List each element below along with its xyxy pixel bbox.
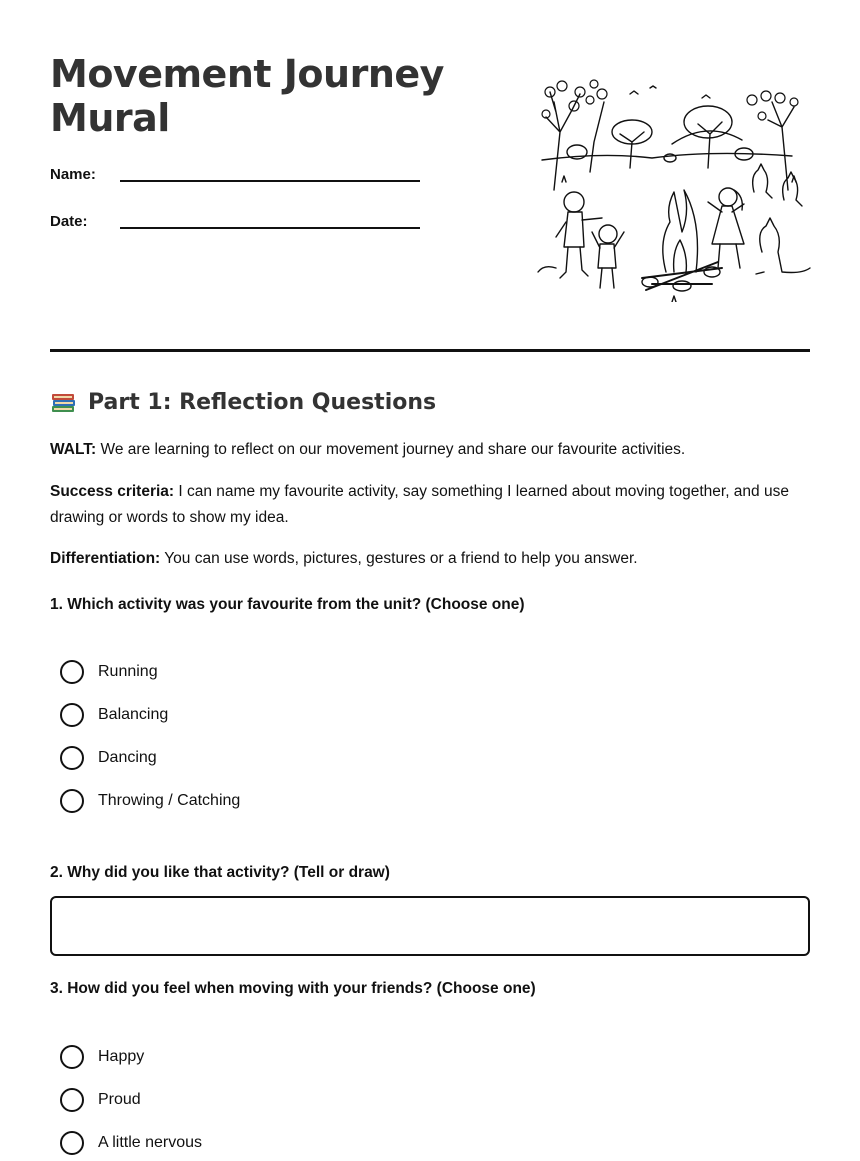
answer-box-q2[interactable]: [50, 896, 810, 956]
differentiation-paragraph: [50, 546, 820, 572]
radio-button[interactable]: [60, 789, 84, 813]
section-title-text: Part 1: Reflection Questions: [88, 389, 437, 415]
radio-button[interactable]: [60, 1088, 84, 1112]
date-label: Date:: [50, 213, 88, 230]
success-criteria-label: Success criteria:: [50, 483, 175, 500]
option-label: Throwing / Catching: [98, 792, 241, 809]
option-proud[interactable]: [60, 1087, 141, 1113]
option-a-little-nervous[interactable]: [60, 1130, 202, 1156]
success-criteria-text: I can name my favourite activity, say something I learned about moving together, and use drawing or words to show my idea.: [50, 483, 789, 526]
option-label: Proud: [98, 1091, 141, 1108]
option-label: Balancing: [98, 706, 169, 723]
outback-campfire-scene-illustration: [532, 72, 812, 302]
date-input-line[interactable]: [120, 227, 420, 229]
walt-paragraph: [50, 437, 820, 463]
question-1: 1. Which activity was your favourite from the unit? (Choose one): [50, 596, 525, 613]
walt-text: We are learning to reflect on our movement journey and share our favourite activities.: [96, 441, 686, 458]
option-label: A little nervous: [98, 1134, 203, 1151]
option-happy[interactable]: [60, 1044, 144, 1070]
option-label: Dancing: [98, 749, 157, 766]
radio-button[interactable]: [60, 1131, 84, 1155]
header-divider: [50, 349, 810, 352]
books-icon: [50, 388, 78, 416]
option-dancing[interactable]: [60, 745, 157, 771]
name-label: Name:: [50, 166, 96, 183]
question-3: 3. How did you feel when moving with your friends? (Choose one): [50, 980, 536, 997]
option-label: Happy: [98, 1048, 145, 1065]
radio-button[interactable]: [60, 703, 84, 727]
option-balancing[interactable]: [60, 702, 168, 728]
walt-label: WALT:: [50, 441, 97, 458]
radio-button[interactable]: [60, 1045, 84, 1069]
differentiation-text: You can use words, pictures, gestures or a friend to help you answer.: [160, 550, 638, 567]
option-throwing-catching[interactable]: [60, 788, 240, 814]
page-title: Movement Journey Mural: [50, 52, 444, 140]
date-field-row: [50, 213, 430, 243]
differentiation-label: Differentiation:: [50, 550, 161, 567]
radio-button[interactable]: [60, 746, 84, 770]
success-criteria-paragraph: [50, 479, 820, 531]
option-label: Running: [98, 663, 158, 680]
question-2: 2. Why did you like that activity? (Tell or draw): [50, 864, 390, 881]
radio-button[interactable]: [60, 660, 84, 684]
option-running[interactable]: [60, 659, 158, 685]
name-input-line[interactable]: [120, 180, 420, 182]
section-title-part1: [50, 388, 436, 416]
name-field-row: [50, 166, 430, 196]
